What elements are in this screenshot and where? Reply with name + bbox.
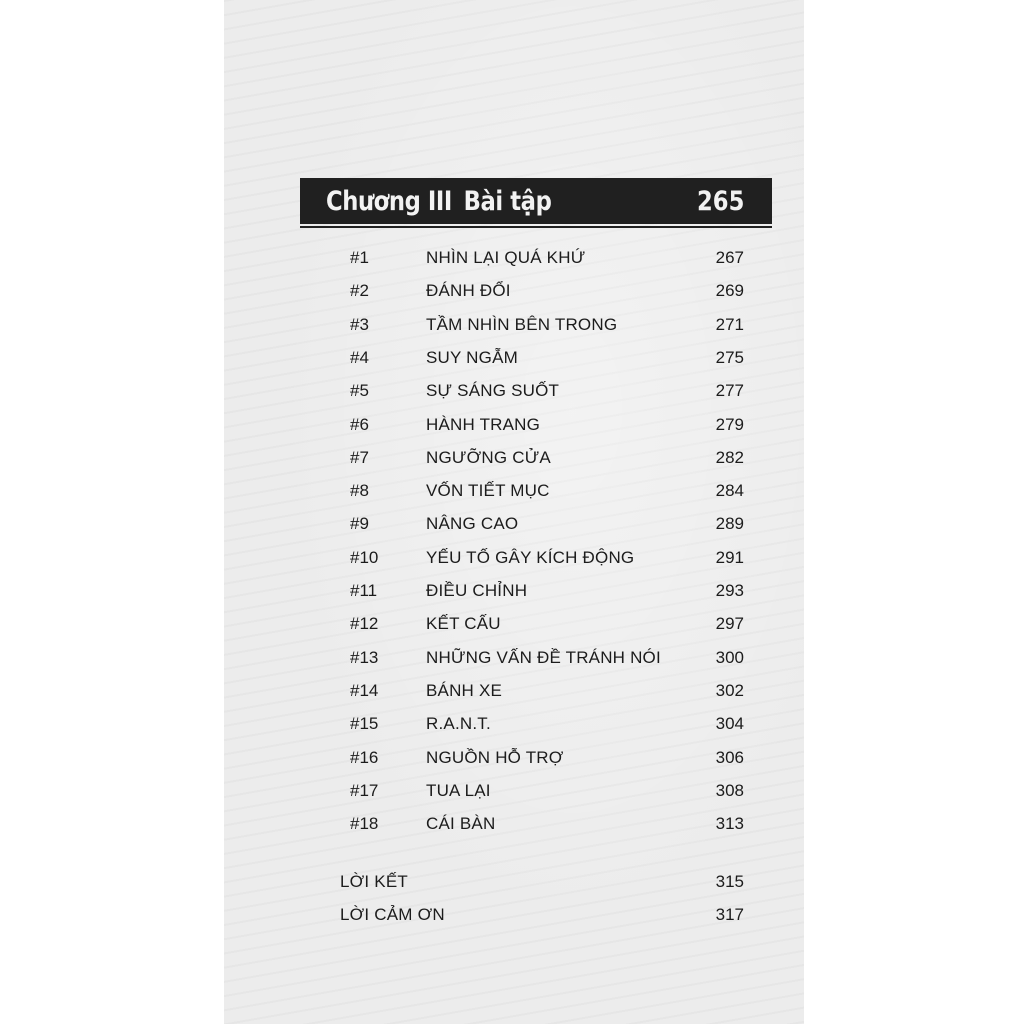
toc-entry-number: #5: [350, 381, 369, 401]
toc-entry-number: #1: [350, 248, 369, 267]
toc-entry-page: 277: [715, 381, 744, 401]
toc-entry-title: ĐIỀU CHỈNH: [426, 581, 528, 600]
toc-row: [340, 312, 746, 338]
toc-entry-number: #8: [350, 481, 369, 501]
chapter-header-rule: [300, 226, 772, 228]
toc-entry-page: 297: [715, 614, 744, 634]
toc-entry-page: 282: [715, 447, 744, 467]
toc-entry-page: 284: [715, 481, 744, 501]
chapter-title: [326, 186, 551, 217]
toc-end-title: LỜI KẾT: [340, 872, 408, 891]
toc-row: [340, 278, 746, 304]
toc-entry-title: HÀNH TRANG: [426, 414, 541, 434]
toc-row: [340, 711, 746, 737]
toc-end-row: [340, 869, 746, 895]
toc-entry-title: YẾU TỐ GÂY KÍCH ĐỘNG: [426, 547, 635, 567]
toc-entry-page: 279: [715, 414, 744, 434]
toc-entry-page: 313: [715, 814, 744, 834]
toc-entry-title: R.A.N.T.: [426, 714, 491, 734]
toc-row: [340, 545, 746, 571]
toc-entry-title: VỐN TIẾT MỤC: [426, 481, 550, 501]
toc-entry-title: NHÌN LẠI QUÁ KHỨ: [426, 248, 586, 267]
chapter-header: [300, 178, 772, 230]
toc-entry-page: 291: [715, 547, 744, 567]
toc-row: [340, 511, 746, 537]
toc-entry-number: #16: [350, 747, 379, 767]
toc-row: [340, 578, 746, 604]
toc-entry-page: 289: [715, 514, 744, 534]
toc-entry-page: 306: [715, 747, 744, 767]
toc-entry-page: 275: [715, 347, 744, 367]
toc-entry-page: 269: [715, 281, 744, 301]
toc-entry-number: #6: [350, 414, 369, 434]
toc-entry-number: #15: [350, 714, 379, 734]
toc-entry-title: CÁI BÀN: [426, 814, 496, 834]
toc-entry-title: NHỮNG VẤN ĐỀ TRÁNH NÓI: [426, 647, 661, 667]
toc-entry-number: #2: [350, 281, 369, 301]
toc-entry-number: #4: [350, 347, 369, 367]
toc-row: [340, 645, 746, 671]
toc-entry-number: #9: [350, 514, 369, 534]
toc-entry-number: #13: [350, 647, 379, 667]
toc-entry-title: BÁNH XE: [426, 680, 503, 700]
toc-entry-title: TẦM NHÌN BÊN TRONG: [426, 314, 618, 334]
chapter-label: Chương III: [326, 186, 452, 217]
chapter-subtitle: Bài tập: [463, 186, 552, 217]
toc-entry-page: 267: [715, 248, 744, 267]
toc-entry-number: #12: [350, 614, 379, 634]
toc-row: [340, 378, 746, 404]
toc-end-page: 317: [715, 905, 744, 924]
toc-entry-title: KẾT CẤU: [426, 614, 501, 634]
toc-row: [340, 745, 746, 771]
toc-end-title: LỜI CẢM ƠN: [340, 905, 445, 924]
toc-entry-number: #18: [350, 814, 379, 834]
toc-entry-number: #7: [350, 447, 369, 467]
toc-entry-title: ĐÁNH ĐỔI: [426, 281, 511, 301]
toc-entry-title: TUA LẠI: [426, 780, 491, 800]
toc-entry-title: NGUỒN HỖ TRỢ: [426, 747, 564, 767]
toc-entry-number: #14: [350, 680, 379, 700]
toc-entry-number: #10: [350, 547, 379, 567]
toc-entry-page: 293: [715, 581, 744, 600]
toc-row: [340, 811, 746, 837]
toc-row: [340, 778, 746, 804]
toc-entry-title: SỰ SÁNG SUỐT: [426, 381, 560, 401]
toc-row: [340, 478, 746, 504]
toc-entry-title: NGƯỠNG CỬA: [426, 447, 551, 467]
toc-entry-number: #17: [350, 780, 379, 800]
toc-entry-title: NÂNG CAO: [426, 514, 519, 534]
toc-row: [340, 345, 746, 371]
toc-row: [340, 678, 746, 704]
toc-entry-page: 300: [715, 647, 744, 667]
toc-entry-number: #11: [350, 581, 378, 600]
toc-end-page: 315: [715, 872, 744, 891]
toc-entry-title: SUY NGẪM: [426, 347, 518, 367]
toc-row: [340, 412, 746, 438]
toc-entry-page: 308: [715, 780, 744, 800]
toc-row: [340, 445, 746, 471]
toc-entry-page: 304: [715, 714, 744, 734]
toc-row: [340, 245, 746, 271]
toc-row: [340, 611, 746, 637]
chapter-page-number: 265: [696, 186, 744, 217]
toc-entry-page: 271: [715, 314, 744, 334]
toc-entry-page: 302: [715, 680, 744, 700]
toc-entry-number: #3: [350, 314, 369, 334]
toc-end-row: [340, 902, 746, 928]
